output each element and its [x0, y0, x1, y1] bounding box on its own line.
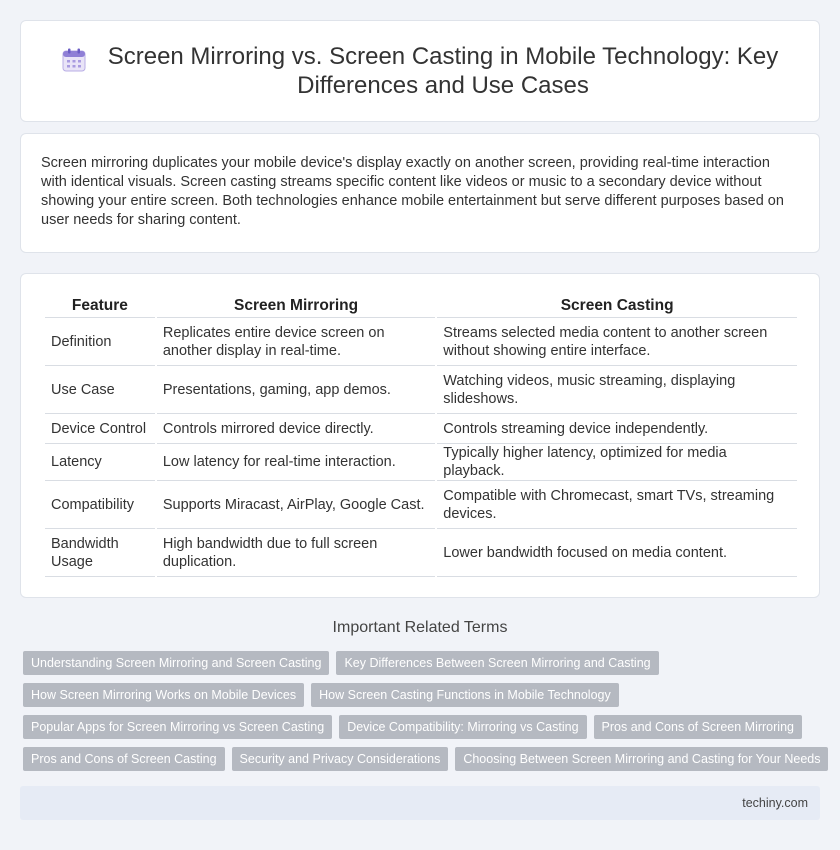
mirroring-cell: High bandwidth due to full screen duplication.: [157, 529, 435, 577]
feature-cell: Device Control: [45, 414, 155, 444]
mirroring-cell: Low latency for real-time interaction.: [157, 444, 435, 481]
mirroring-cell: Supports Miracast, AirPlay, Google Cast.: [157, 481, 435, 529]
mirroring-cell: Presentations, gaming, app demos.: [157, 366, 435, 414]
intro-text: Screen mirroring duplicates your mobile device's display exactly on another screen, providing real-time interaction with identical visuals. Screen casting streams specific content like videos or music to a secondary device without showing your entire screen. Both technologies enhance mobile entertainment but serve different purposes based on user needs for sharing content.: [41, 155, 784, 228]
title-card: [20, 20, 820, 122]
feature-cell: Compatibility: [45, 481, 155, 529]
related-term-tag[interactable]: How Screen Casting Functions in Mobile Technology: [311, 683, 619, 707]
related-term-tag[interactable]: Device Compatibility: Mirroring vs Casting: [339, 715, 586, 739]
casting-cell: Lower bandwidth focused on media content.: [437, 529, 797, 577]
related-term-tag[interactable]: Choosing Between Screen Mirroring and Casting for Your Needs: [455, 747, 828, 771]
footer-site[interactable]: techiny.com: [742, 796, 808, 810]
table-row: [45, 444, 797, 481]
header-screen-casting: Screen Casting: [437, 294, 797, 318]
related-term-tag[interactable]: Popular Apps for Screen Mirroring vs Screen Casting: [23, 715, 332, 739]
feature-cell: Use Case: [45, 366, 155, 414]
header-feature: Feature: [45, 294, 155, 318]
table-row: [45, 318, 797, 366]
feature-cell: Definition: [45, 318, 155, 366]
intro-card: [20, 133, 820, 253]
tag-row: [23, 747, 823, 771]
related-term-tag[interactable]: Understanding Screen Mirroring and Screen Casting: [23, 651, 329, 675]
table-row: [45, 366, 797, 414]
related-term-tag[interactable]: Pros and Cons of Screen Casting: [23, 747, 225, 771]
related-term-tag[interactable]: How Screen Mirroring Works on Mobile Devices: [23, 683, 304, 707]
title-wrap: [21, 42, 819, 100]
related-terms-tags: [23, 651, 823, 779]
calendar-icon: [61, 47, 87, 73]
comparison-table-card: [20, 273, 820, 598]
comparison-table: [43, 294, 799, 577]
casting-cell: Streams selected media content to another screen without showing entire interface.: [437, 318, 797, 366]
table-header-row: [45, 294, 797, 318]
feature-cell: Bandwidth Usage: [45, 529, 155, 577]
table-row: [45, 529, 797, 577]
table-row: [45, 414, 797, 444]
tag-row: [23, 651, 823, 675]
related-term-tag[interactable]: Key Differences Between Screen Mirroring and Casting: [336, 651, 658, 675]
casting-cell: Controls streaming device independently.: [437, 414, 797, 444]
tag-row: [23, 683, 823, 707]
table-row: [45, 481, 797, 529]
page-title: Screen Mirroring vs. Screen Casting in Mobile Technology: Key Differences and Use Cases: [107, 43, 779, 99]
tag-row: [23, 715, 823, 739]
casting-cell: Typically higher latency, optimized for media playback.: [437, 444, 797, 481]
mirroring-cell: Controls mirrored device directly.: [157, 414, 435, 444]
casting-cell: Compatible with Chromecast, smart TVs, streaming devices.: [437, 481, 797, 529]
footer: [20, 786, 820, 820]
casting-cell: Watching videos, music streaming, displaying slideshows.: [437, 366, 797, 414]
mirroring-cell: Replicates entire device screen on another display in real-time.: [157, 318, 435, 366]
related-terms-title: Important Related Terms: [332, 619, 508, 636]
header-screen-mirroring: Screen Mirroring: [157, 294, 435, 318]
feature-cell: Latency: [45, 444, 155, 481]
related-term-tag[interactable]: Security and Privacy Considerations: [232, 747, 449, 771]
related-term-tag[interactable]: Pros and Cons of Screen Mirroring: [594, 715, 802, 739]
